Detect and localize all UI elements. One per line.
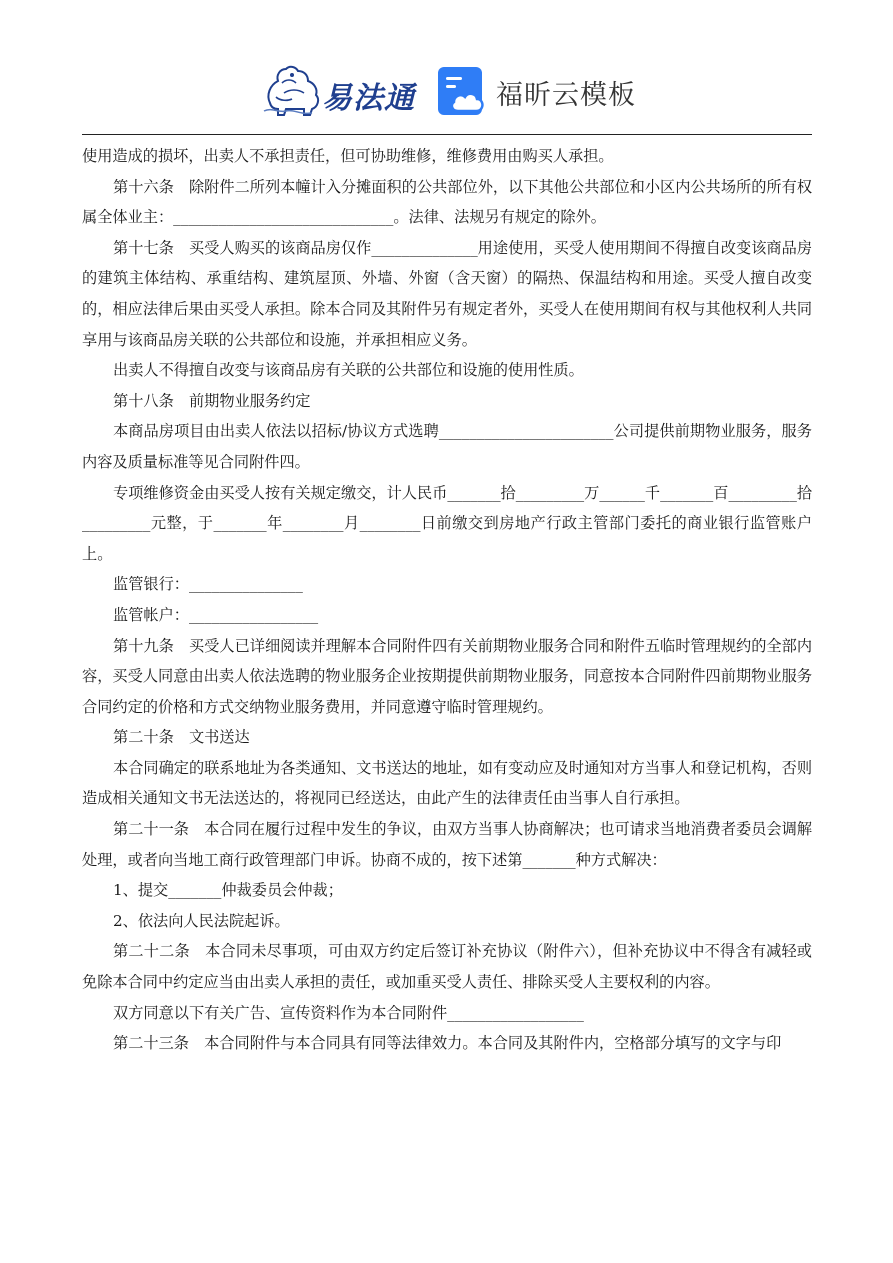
article-21-option-1: 1、提交_______仲裁委员会仲裁；: [113, 881, 343, 900]
article-17-note: 出卖人不得擅自改变与该商品房有关联的公共部位和设施的使用性质。: [113, 361, 584, 380]
qilin-mascot-icon: [262, 63, 324, 119]
article-16: 第十六条 除附件二所列本幢计入分摊面积的公共部位外，以下其他公共部位和小区内公共场所的所有权属全体业主：_____________________________。法律、法规另有规定的除外。: [82, 177, 812, 227]
article-20-heading: 第二十条 文书送达: [113, 728, 250, 747]
article-23: 第二十三条 本合同附件与本合同具有同等法律效力。本合同及其附件内，空格部分填写的文字与印: [113, 1034, 782, 1053]
foxit-brand-text: 福昕云模板: [496, 80, 636, 111]
yifatong-logo: [262, 63, 422, 119]
article-18-property-service: 本商品房项目由出卖人依法以招标/协议方式选聘_______________________公司提供前期物业服务，服务内容及质量标准等见合同附件四。: [82, 422, 812, 471]
supervising-bank-line: 监管银行：_______________: [113, 575, 303, 594]
cloud-document-icon: [436, 65, 488, 117]
paragraph-continuation: 使用造成的损坏，出卖人不承担责任，但可协助维修，维修费用由购买人承担。: [82, 147, 614, 165]
contract-body: [82, 141, 812, 1059]
foxit-template-logo: [436, 65, 646, 117]
supervising-account-line: 监管帐户：_________________: [113, 605, 319, 624]
article-18-heading: 第十八条 前期物业服务约定: [113, 391, 311, 410]
article-17: 第十七条 买受人购买的该商品房仅作______________用途使用，买受人使用期间不得擅自改变该商品房的建筑主体结构、承重结构、建筑屋顶、外墙、外窗（含天窗）的隔热、保温结构和用途。买受人擅自改变的，相应法律后果由买受人承担。除本合同及其附件另有规定者外，买受人在使用期间有权与其他权利人共同享用与该商品房关联的公共部位和设施，并承担相应义务。: [82, 238, 812, 349]
article-20-body: 本合同确定的联系地址为各类通知、文书送达的地址，如有变动应及时通知对方当事人和登记机构，否则造成相关通知文书无法送达的，将视同已经送达，由此产生的法律责任由当事人自行承担。: [82, 758, 812, 808]
article-18-maintenance-fund: 专项维修资金由买受人按有关规定缴交，计人民币_______拾_________万______千_______百_________拾_________元整，于_______年________月________日前缴交到房地产行政主管部门委托的商业银行监管账户上。: [82, 483, 812, 563]
article-21-option-2: 2、依法向人民法院起诉。: [113, 911, 290, 930]
page-header: [0, 55, 893, 127]
header-divider: [82, 134, 812, 135]
yifatong-brand-text: 易法通: [322, 81, 415, 116]
article-19: 第十九条 买受人已详细阅读并理解本合同附件四有关前期物业服务合同和附件五临时管理规约的全部内容，买受人同意由出卖人依法选聘的物业服务企业按期提供前期物业服务，同意按本合同附件四前期物业服务合同约定的价格和方式交纳物业服务费用，并同意遵守临时管理规约。: [82, 636, 812, 716]
article-21: 第二十一条 本合同在履行过程中发生的争议，由双方当事人协商解决；也可请求当地消费者委员会调解处理，或者向当地工商行政管理部门申诉。协商不成的，按下述第_______种方式解决：: [82, 820, 812, 869]
article-22-attachments: 双方同意以下有关广告、宣传资料作为本合同附件__________________: [113, 1003, 584, 1022]
article-22: 第二十二条 本合同未尽事项，可由双方约定后签订补充协议（附件六），但补充协议中不得含有减轻或免除本合同中约定应当由出卖人承担的责任，或加重买受人责任、排除买受人主要权利的内容。: [82, 942, 812, 992]
